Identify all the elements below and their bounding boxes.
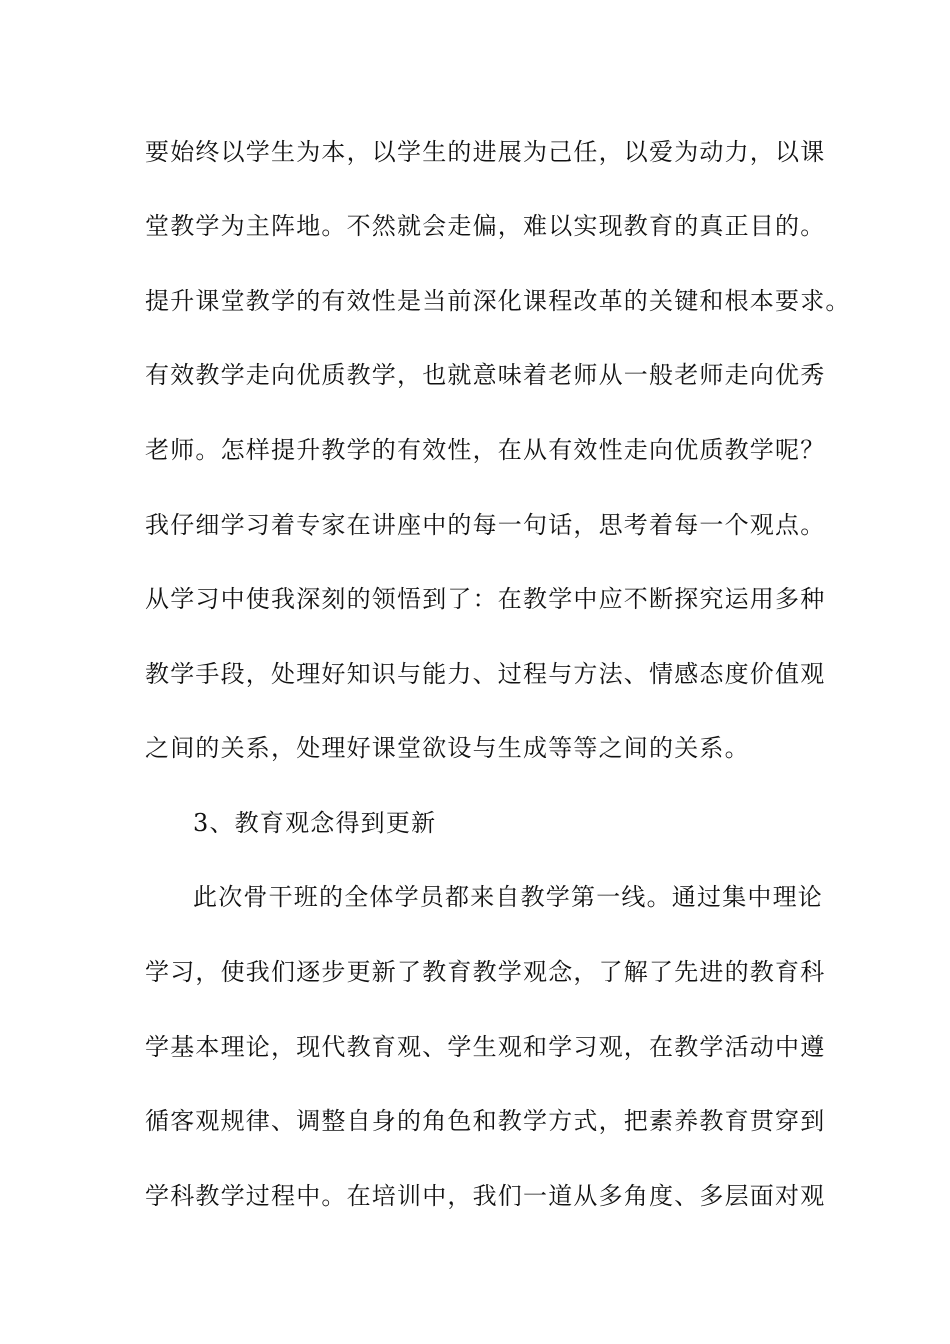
body-text-line: 要始终以学生为本，以学生的进展为己任，以爱为动力，以课	[145, 138, 826, 166]
body-text-line: 循客观规律、调整自身的角色和教学方式，把素养教育贯穿到	[145, 1107, 826, 1135]
body-text-line: 学习，使我们逐步更新了教育教学观念，了解了先进的教育科	[145, 958, 826, 986]
body-text-line: 学科教学过程中。在培训中，我们一道从多角度、多层面对观	[145, 1182, 826, 1210]
body-text-line: 提升课堂教学的有效性是当前深化课程改革的关键和根本要求。	[145, 287, 851, 315]
body-text-line: 堂教学为主阵地。不然就会走偏，难以实现教育的真正目的。	[145, 212, 826, 240]
body-text-line: 学基本理论，现代教育观、学生观和学习观，在教学活动中遵	[145, 1033, 826, 1061]
body-text-line: 我仔细学习着专家在讲座中的每一句话，思考着每一个观点。	[145, 511, 826, 539]
body-text-line: 从学习中使我深刻的领悟到了：在教学中应不断探究运用多种	[145, 585, 826, 613]
body-text-line: 教学手段，处理好知识与能力、过程与方法、情感态度价值观	[145, 660, 826, 688]
body-text-line: 老师。怎样提升教学的有效性，在从有效性走向优质教学呢？	[145, 436, 826, 464]
paragraph-first-line: 此次骨干班的全体学员都来自教学第一线。通过集中理论	[193, 883, 823, 911]
body-text-line: 之间的关系，处理好课堂欲设与生成等等之间的关系。	[145, 734, 750, 762]
section-heading: 3、教育观念得到更新	[193, 809, 437, 837]
body-text-line: 有效教学走向优质教学，也就意味着老师从一般老师走向优秀	[145, 361, 826, 389]
